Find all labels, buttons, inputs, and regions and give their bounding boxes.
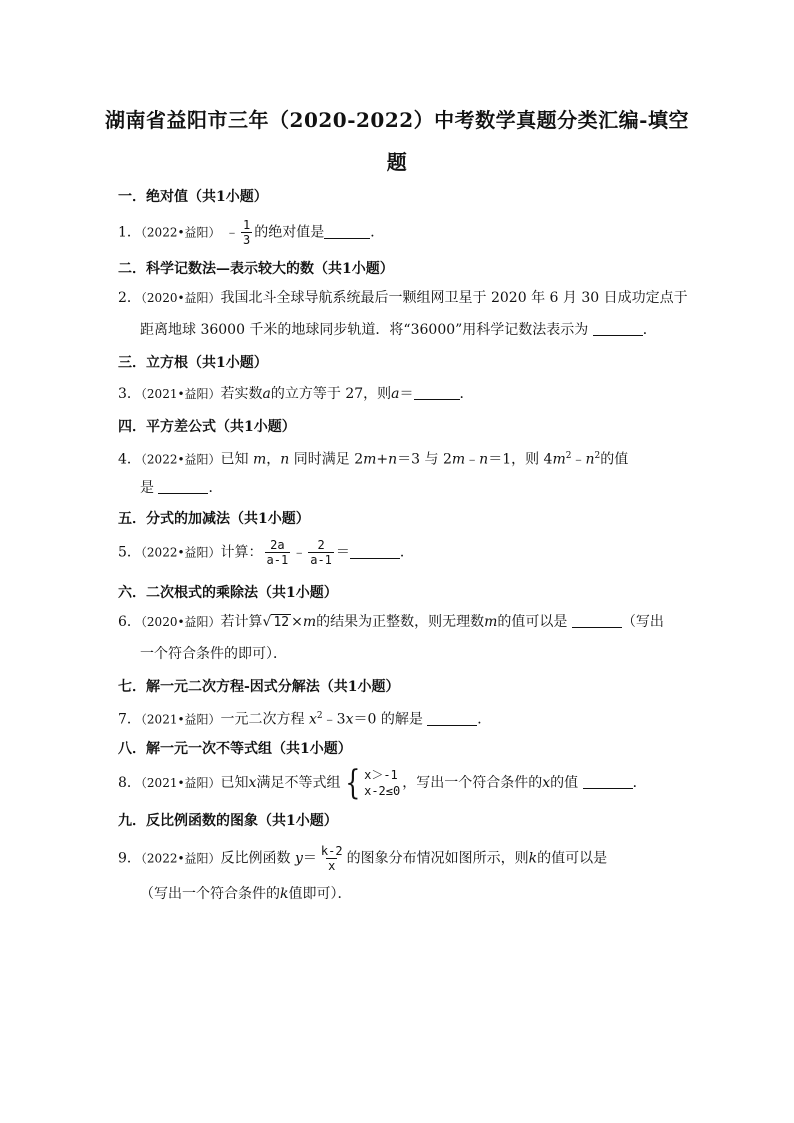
answer-blank[interactable] xyxy=(593,321,643,336)
question-6-continued xyxy=(140,644,287,664)
variable-y: y xyxy=(295,850,303,867)
variable-k: k xyxy=(528,850,538,867)
fraction xyxy=(265,538,291,567)
variable-x: x xyxy=(248,775,257,791)
fraction xyxy=(241,218,252,247)
question-text: 的立方等于 27，则 xyxy=(270,386,392,402)
question-text: （写出 xyxy=(621,614,664,630)
variable-x: x xyxy=(345,711,354,728)
section-heading-2: 二．科学记数法—表示较大的数（共1小题） xyxy=(118,261,394,277)
question-4 xyxy=(118,446,628,470)
question-text: 我国北斗全球导航系统最后一颗组网卫星于 2020 年 6 月 30 日成功定点于 xyxy=(220,290,688,306)
section-heading-8: 八．解一元一次不等式组（共1小题） xyxy=(118,741,352,757)
question-source: （2022•益阳） xyxy=(140,851,221,866)
period: ． xyxy=(399,544,414,561)
fraction-denominator: 3 xyxy=(243,233,251,247)
question-text: （写出一个符合条件的 xyxy=(140,886,280,902)
question-text: 反比例函数 xyxy=(220,850,295,867)
inequality-system xyxy=(342,763,401,803)
variable-x: x xyxy=(309,711,317,728)
fraction-numerator: 2a xyxy=(270,538,285,552)
question-2-continued xyxy=(140,320,657,340)
question-8 xyxy=(118,763,647,803)
question-number: 3． xyxy=(118,386,141,402)
period: ． xyxy=(370,224,385,241)
question-text: ﹣3 xyxy=(322,711,346,728)
question-number: 6． xyxy=(118,614,141,630)
question-text: 同时满足 2 xyxy=(289,451,364,468)
times-sign: × xyxy=(291,614,303,630)
exponent: 2 xyxy=(316,711,323,721)
question-number: 4． xyxy=(118,451,141,468)
equals-sign: ＝ xyxy=(399,386,414,402)
question-1 xyxy=(118,218,384,247)
question-number: 9． xyxy=(118,850,141,867)
question-text: 已知 xyxy=(220,775,249,791)
question-2 xyxy=(118,288,688,308)
square-root: √ 12 xyxy=(262,614,290,630)
variable-x: x xyxy=(542,775,551,791)
minus-sign: ﹣ xyxy=(292,544,307,561)
variable-m: m xyxy=(451,451,466,468)
question-text: 一个符合条件的即可）． xyxy=(140,646,287,662)
period: ． xyxy=(208,480,223,496)
question-number: 1． xyxy=(118,224,141,241)
equals-sign: ＝ xyxy=(335,544,350,561)
question-7 xyxy=(118,706,491,730)
document-title-line1: 湖南省益阳市三年（2020-2022）中考数学真题分类汇编-填空 xyxy=(105,108,689,132)
section-heading-9: 九．反比例函数的图象（共1小题） xyxy=(118,813,338,829)
question-source: （2020•益阳） xyxy=(140,291,221,305)
question-source: （2020•益阳） xyxy=(140,615,221,629)
fraction-numerator: 2 xyxy=(317,538,325,552)
question-text: 的图象分布情况如图所示，则 xyxy=(346,850,529,867)
question-5 xyxy=(118,538,414,567)
question-text: 的值 xyxy=(550,775,583,791)
section-heading-3: 三．立方根（共1小题） xyxy=(118,355,268,371)
fraction-denominator: a-1 xyxy=(266,553,289,567)
question-text: 是 xyxy=(140,480,159,496)
fraction-denominator: x xyxy=(328,859,336,873)
question-text: ，写出一个符合条件的 xyxy=(402,775,543,791)
question-9-continued xyxy=(140,884,351,904)
variable-n: n xyxy=(479,451,489,468)
section-heading-1: 一．绝对值（共1小题） xyxy=(118,189,268,205)
question-4-continued xyxy=(140,478,222,498)
answer-blank[interactable] xyxy=(414,385,460,400)
question-number: 7． xyxy=(118,711,141,728)
inequality-2: x-2≤0 xyxy=(364,784,401,798)
variable-n: n xyxy=(388,451,398,468)
question-source: （2021•益阳） xyxy=(140,387,221,401)
question-9 xyxy=(118,844,607,873)
variable-m: m xyxy=(253,451,267,468)
question-number: 5． xyxy=(118,544,141,561)
question-source: （2022•益阳） xyxy=(140,225,221,240)
period: ． xyxy=(459,386,474,402)
question-source: （2022•益阳） xyxy=(140,452,221,467)
question-text: 计算： xyxy=(220,544,263,561)
section-heading-7: 七．解一元二次方程-因式分解法（共1小题） xyxy=(118,679,400,695)
answer-blank[interactable] xyxy=(583,774,633,789)
answer-blank[interactable] xyxy=(427,711,477,726)
fraction-numerator: k-2 xyxy=(320,844,343,858)
question-source: （2021•益阳） xyxy=(140,712,221,727)
variable-a: a xyxy=(391,386,400,402)
question-text: ＝1，则 4 xyxy=(488,451,553,468)
minus-sign: ﹣ xyxy=(571,451,586,468)
answer-blank[interactable] xyxy=(158,479,208,494)
fraction xyxy=(319,844,345,873)
section-heading-6: 六．二次根式的乘除法（共1小题） xyxy=(118,585,338,601)
question-text: 的值 xyxy=(600,451,629,468)
question-source: （2021•益阳） xyxy=(140,776,221,790)
question-source: （2022•益阳） xyxy=(140,545,221,560)
fraction-numerator: 1 xyxy=(243,218,251,232)
fraction xyxy=(308,538,334,567)
variable-a: a xyxy=(262,386,271,402)
question-3 xyxy=(118,384,474,404)
section-heading-4: 四．平方差公式（共1小题） xyxy=(118,419,296,435)
radicand: 12 xyxy=(273,615,290,630)
comma: ， xyxy=(266,451,281,468)
plus-sign: + xyxy=(376,451,389,468)
period: ． xyxy=(642,322,657,338)
question-number: 8． xyxy=(118,775,141,791)
question-text: 已知 xyxy=(220,451,253,468)
question-text: 满足不等式组 xyxy=(256,775,341,791)
exponent: 2 xyxy=(565,451,572,461)
question-text: 若计算 xyxy=(220,614,263,630)
document-title-line2: 题 xyxy=(386,150,408,174)
minus-sign: ﹣ xyxy=(465,451,480,468)
question-text: 的值可以是 xyxy=(497,614,572,630)
equals-sign: ＝ xyxy=(302,850,317,867)
variable-n: n xyxy=(280,451,290,468)
question-text: 距离地球 36000 千米的地球同步轨道．将“36000”用科学记数法表示为 xyxy=(140,322,593,338)
left-brace: { xyxy=(345,763,361,803)
question-number: 2． xyxy=(118,290,141,306)
exponent: 2 xyxy=(594,451,601,461)
answer-blank[interactable] xyxy=(324,224,370,239)
fraction-denominator: a-1 xyxy=(310,553,332,567)
answer-blank[interactable] xyxy=(572,613,622,628)
section-heading-5: 五．分式的加减法（共1小题） xyxy=(118,511,310,527)
variable-m: m xyxy=(302,614,317,630)
question-text: 一元二次方程 xyxy=(220,711,309,728)
question-text: 的结果为正整数，则无理数 xyxy=(316,614,485,630)
period: ． xyxy=(632,775,647,791)
question-text: ＝3 与 2 xyxy=(397,451,452,468)
inequality-1: x＞-1 xyxy=(364,768,398,782)
question-text: 值即可）． xyxy=(288,886,352,902)
period: ． xyxy=(477,711,492,728)
minus-sign: ﹣ xyxy=(225,224,239,241)
question-text: 的值可以是 xyxy=(537,850,608,867)
question-text: ＝0 的解是 xyxy=(353,711,428,728)
variable-k: k xyxy=(280,886,289,902)
question-6 xyxy=(118,612,664,633)
question-text: 的绝对值是 xyxy=(254,224,325,241)
variable-m: m xyxy=(484,614,498,630)
answer-blank[interactable] xyxy=(350,544,400,559)
variable-m: m xyxy=(363,451,377,468)
question-text: 若实数 xyxy=(220,386,263,402)
variable-n: n xyxy=(585,451,595,468)
variable-m: m xyxy=(552,451,566,468)
inequality-lines xyxy=(364,767,400,799)
